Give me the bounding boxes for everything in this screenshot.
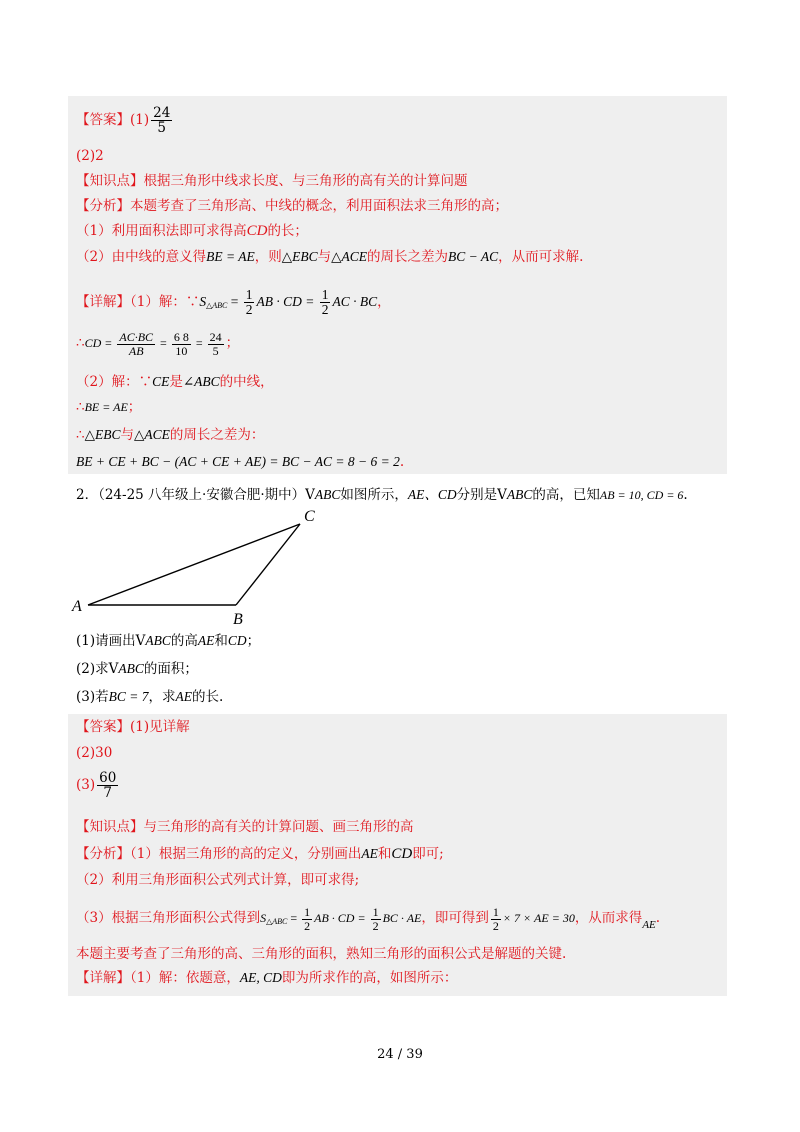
answer-2: (2)2 (76, 148, 104, 164)
fraction: $\frac{1}{2}$ (372, 905, 379, 933)
fraction: $\frac{1}{2}$ (492, 905, 499, 933)
fraction: $\frac{1}{2}$ (245, 287, 253, 318)
detail-step-1: 【详解】（1）解：$\because S_{\triangle ABC}$ = $\frac{1}{2}$ AB · CD = $\frac{1}{2}$ AC · BC， (76, 287, 391, 318)
sub-question-2: (2)求VABC的面积； (76, 661, 198, 677)
q2-analysis-1: 【分析】（1）根据三角形的高的定义，分别画出AE和CD即可; (76, 846, 444, 862)
analysis-step-1: （1）利用面积法即可求得高CD的长； (76, 223, 308, 239)
q2-answer-3: (3) $\frac{60}{7}$ (76, 770, 117, 802)
final-equation: BE + CE + BC − (AC + CE + AE) = BC − AC = 8 − 6 = 2. (76, 454, 405, 470)
analysis: 【分析】本题考查了三角形高、中线的概念，利用面积法求三角形的高； (76, 198, 508, 214)
question-2-stem: 2．（24-25 八年级上·安徽合肥·期中）VABC如图所示，AE、CD分别是VABC的高，已知AB = 10, CD = 6. (76, 487, 688, 503)
fraction: $\frac{60}{7}$ (99, 770, 117, 802)
q2-analysis-2: （2）利用三角形面积公式列式计算，即可求得; (76, 872, 360, 888)
fraction: $\frac{1}{2}$ (321, 287, 329, 318)
q2-summary: 本题主要考查了三角形的高、三角形的面积，熟知三角形的面积公式是解题的关键. (76, 946, 567, 962)
detail-step-2: （2）解：∵CE是∠ABC的中线， (76, 374, 274, 390)
vertex-a-label: A (72, 598, 82, 615)
sub-question-3: (3)若BC = 7，求AE的长. (76, 689, 224, 705)
q2-analysis-3: （3）根据三角形面积公式得到$S_{\triangle ABC}$ = $\frac{1}{2}$ AB · CD = $\frac{1}{2}$ BC · AE，即可得到 $\frac{1}{2}$ × 7 × AE = 30，从而求得$_{AE}$. (76, 905, 661, 933)
fraction: $\frac{24}{5}$ (153, 105, 171, 137)
q2-detail: 【详解】（1）解：依题意，AE, CD即为所求作的高，如图所示： (76, 970, 458, 986)
vertex-b-label: B (233, 611, 243, 628)
triangle-figure (64, 504, 344, 628)
sub-question-1: (1)请画出VABC的高AE和CD； (76, 633, 261, 649)
fraction: $\frac{1}{2}$ (304, 905, 311, 933)
cd-computation: ∴CD = $\frac{AC\cdot BC}{AB}$ = $\frac{6 8}{10}$ = $\frac{24}{5}$ ； (76, 330, 240, 358)
fraction: $\frac{6 8}{10}$ (173, 330, 189, 358)
q2-knowledge-point: 【知识点】与三角形的高有关的计算问题、画三角形的高 (76, 819, 414, 835)
be-equals-ae: ∴BE = AE； (76, 399, 142, 415)
perimeter-difference: ∴△EBC与△ACE的周长之差为： (76, 427, 265, 443)
page-number: 24 / 39 (377, 1047, 423, 1062)
q2-answer-2: (2)30 (76, 745, 113, 761)
fraction: $\frac{24}{5}$ (209, 330, 222, 358)
vertex-c-label: C (304, 508, 315, 525)
knowledge-point: 【知识点】根据三角形中线求长度、与三角形的高有关的计算问题 (76, 173, 468, 189)
analysis-step-2: （2）由中线的意义得BE = AE，则△EBC与△ACE的周长之差为BC − AC，从而可求解. (76, 249, 584, 265)
fraction: $\frac{AC\cdot BC}{AB}$ (119, 330, 154, 358)
q2-answer-1: 【答案】(1)见详解 (76, 719, 190, 735)
answer-box-1 (68, 96, 727, 474)
answer-line: 【答案】(1) $\frac{24}{5}$ (76, 105, 171, 137)
